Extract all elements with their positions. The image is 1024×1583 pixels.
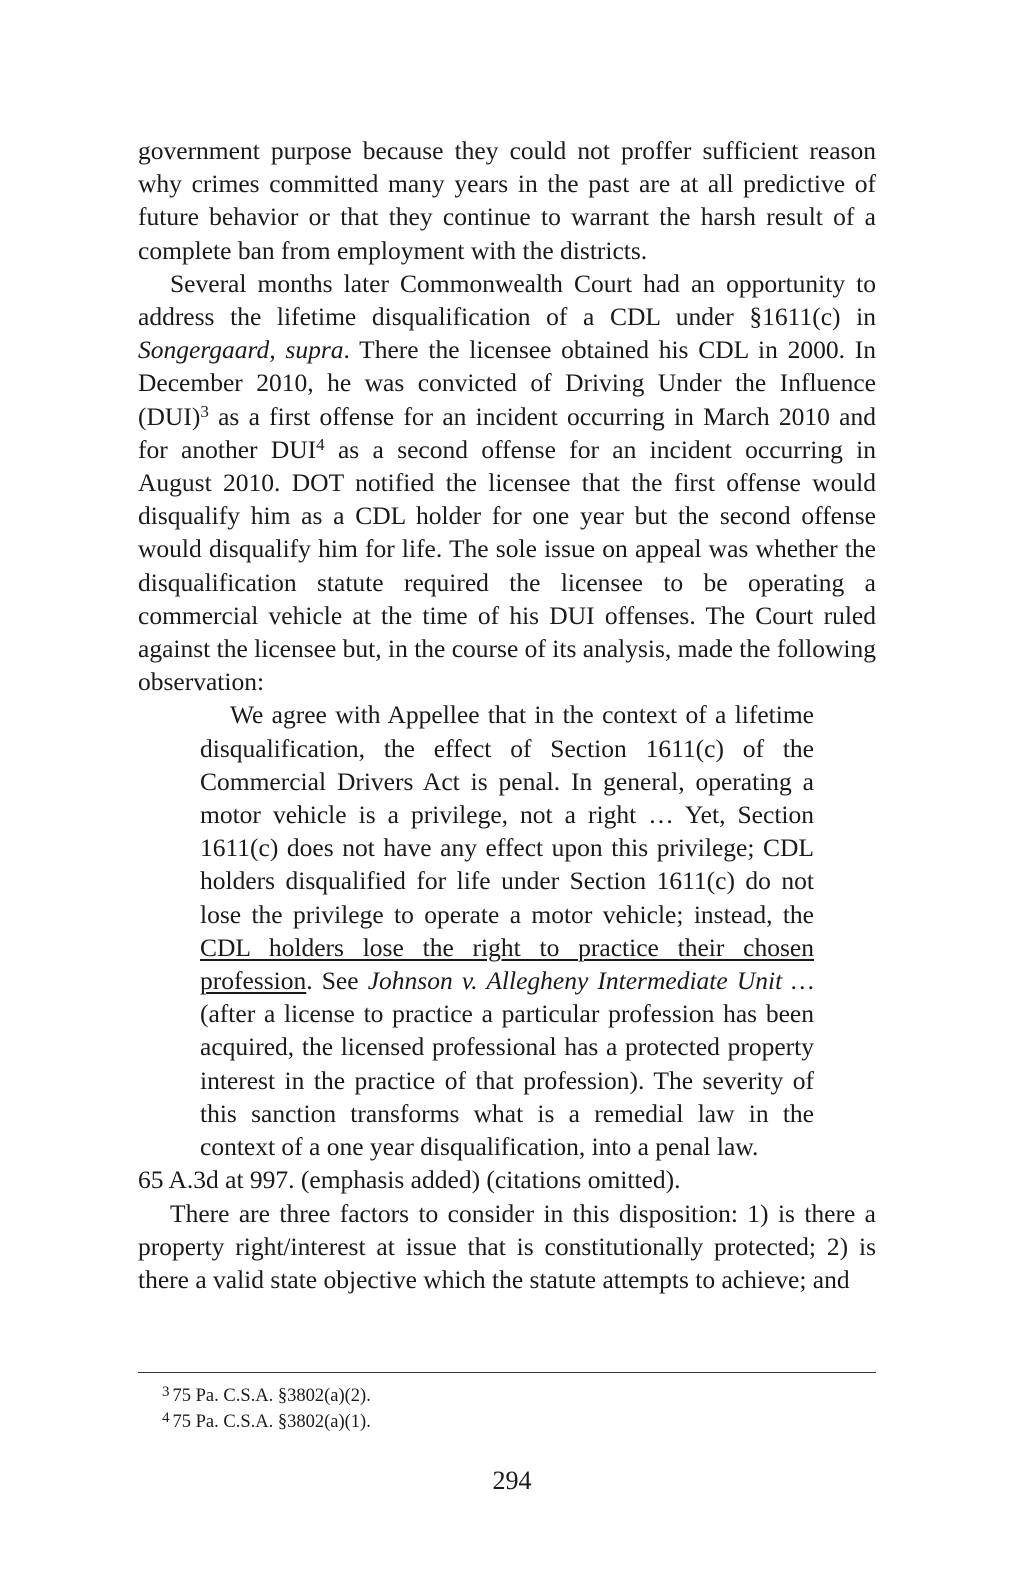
footnote-text: 75 Pa. C.S.A. §3802(a)(1).	[172, 1412, 371, 1432]
footnote-ref-3[interactable]: 3	[200, 401, 209, 421]
footnote-3	[162, 1383, 862, 1409]
p2-text-d: as a second offense for an incident occurring in August 2010. DOT notified the licensee that the first offense would disqualify him as a CDL holder for one year but the second offense would disqualify him for life. The sole issue on appeal was whether the disqualification statute required the licensee to be operating a commercial vehicle at the time of his DUI offenses. The Court ruled against the licensee but, in the course of its analysis, made the following observation:	[138, 434, 876, 697]
quote-emphasis: CDL holders lose the right to practice their chosen profession	[200, 932, 814, 996]
page-number: 294	[492, 1466, 532, 1495]
footnote-text: 75 Pa. C.S.A. §3802(a)(2).	[172, 1386, 371, 1406]
p2-text-a: Several months later Commonwealth Court had an opportunity to address the lifetime disqualification of a CDL under §1611(c) in	[138, 268, 876, 332]
footnote-ref-4[interactable]: 4	[316, 434, 325, 454]
footnote-number: 3	[162, 1384, 170, 1400]
paragraph-three-factors: There are three factors to consider in this disposition: 1) is there a property right/interest at issue that is constitutionally protected; 2) is there a valid state objective which the statute attempts to achieve; and	[138, 1198, 876, 1294]
quote-text-a: We agree with Appellee that in the context of a lifetime disqualification, the effect of Section 1611(c) of the Commercial Drivers Act is penal. In general, operating a motor vehicle is a privilege, not a right … Yet, Section 1611(c) does not have any effect upon this privilege; CDL holders disqualified for life under Section 1611(c) do not lose the privilege to operate a motor vehicle; instead, the	[200, 700, 814, 929]
footnotes	[162, 1383, 862, 1435]
case-name-songergaard: Songergaard, supra	[138, 335, 344, 365]
case-name-johnson: Johnson v. Allegheny Intermediate Unit …	[367, 966, 814, 996]
quote-text-c: (after a license to practice a particular profession has been acquired, the licensed professional has a protected property interest in the practice of that profession). The severity of this sanction transforms what is a remedial law in the context of a one year disqualification, into a penal law.	[200, 999, 814, 1162]
block-quote	[200, 698, 814, 1163]
p2-text-c: as a first offense for an incident occurring in March 2010 and for another DUI	[138, 401, 876, 464]
footnote-4	[162, 1409, 862, 1435]
paragraph-songergaard	[138, 267, 876, 699]
paragraph-continuation: government purpose because they could not proffer sufficient reason why crimes committed many years in the past are at all predictive of future behavior or that they continue to warrant the harsh result of a complete ban from employment with the districts.	[138, 136, 876, 265]
footnote-divider	[138, 1372, 876, 1373]
p2-text-b: . There the licensee obtained his CDL in 2000. In December 2010, he was convicted of Driving Under the Influence (DUI)	[138, 335, 876, 431]
quote-text-b: . See	[306, 966, 368, 996]
footnote-number: 4	[162, 1410, 170, 1426]
citation-line: 65 A.3d at 997. (emphasis added) (citations omitted).	[138, 1165, 681, 1195]
page-body	[138, 134, 876, 1296]
